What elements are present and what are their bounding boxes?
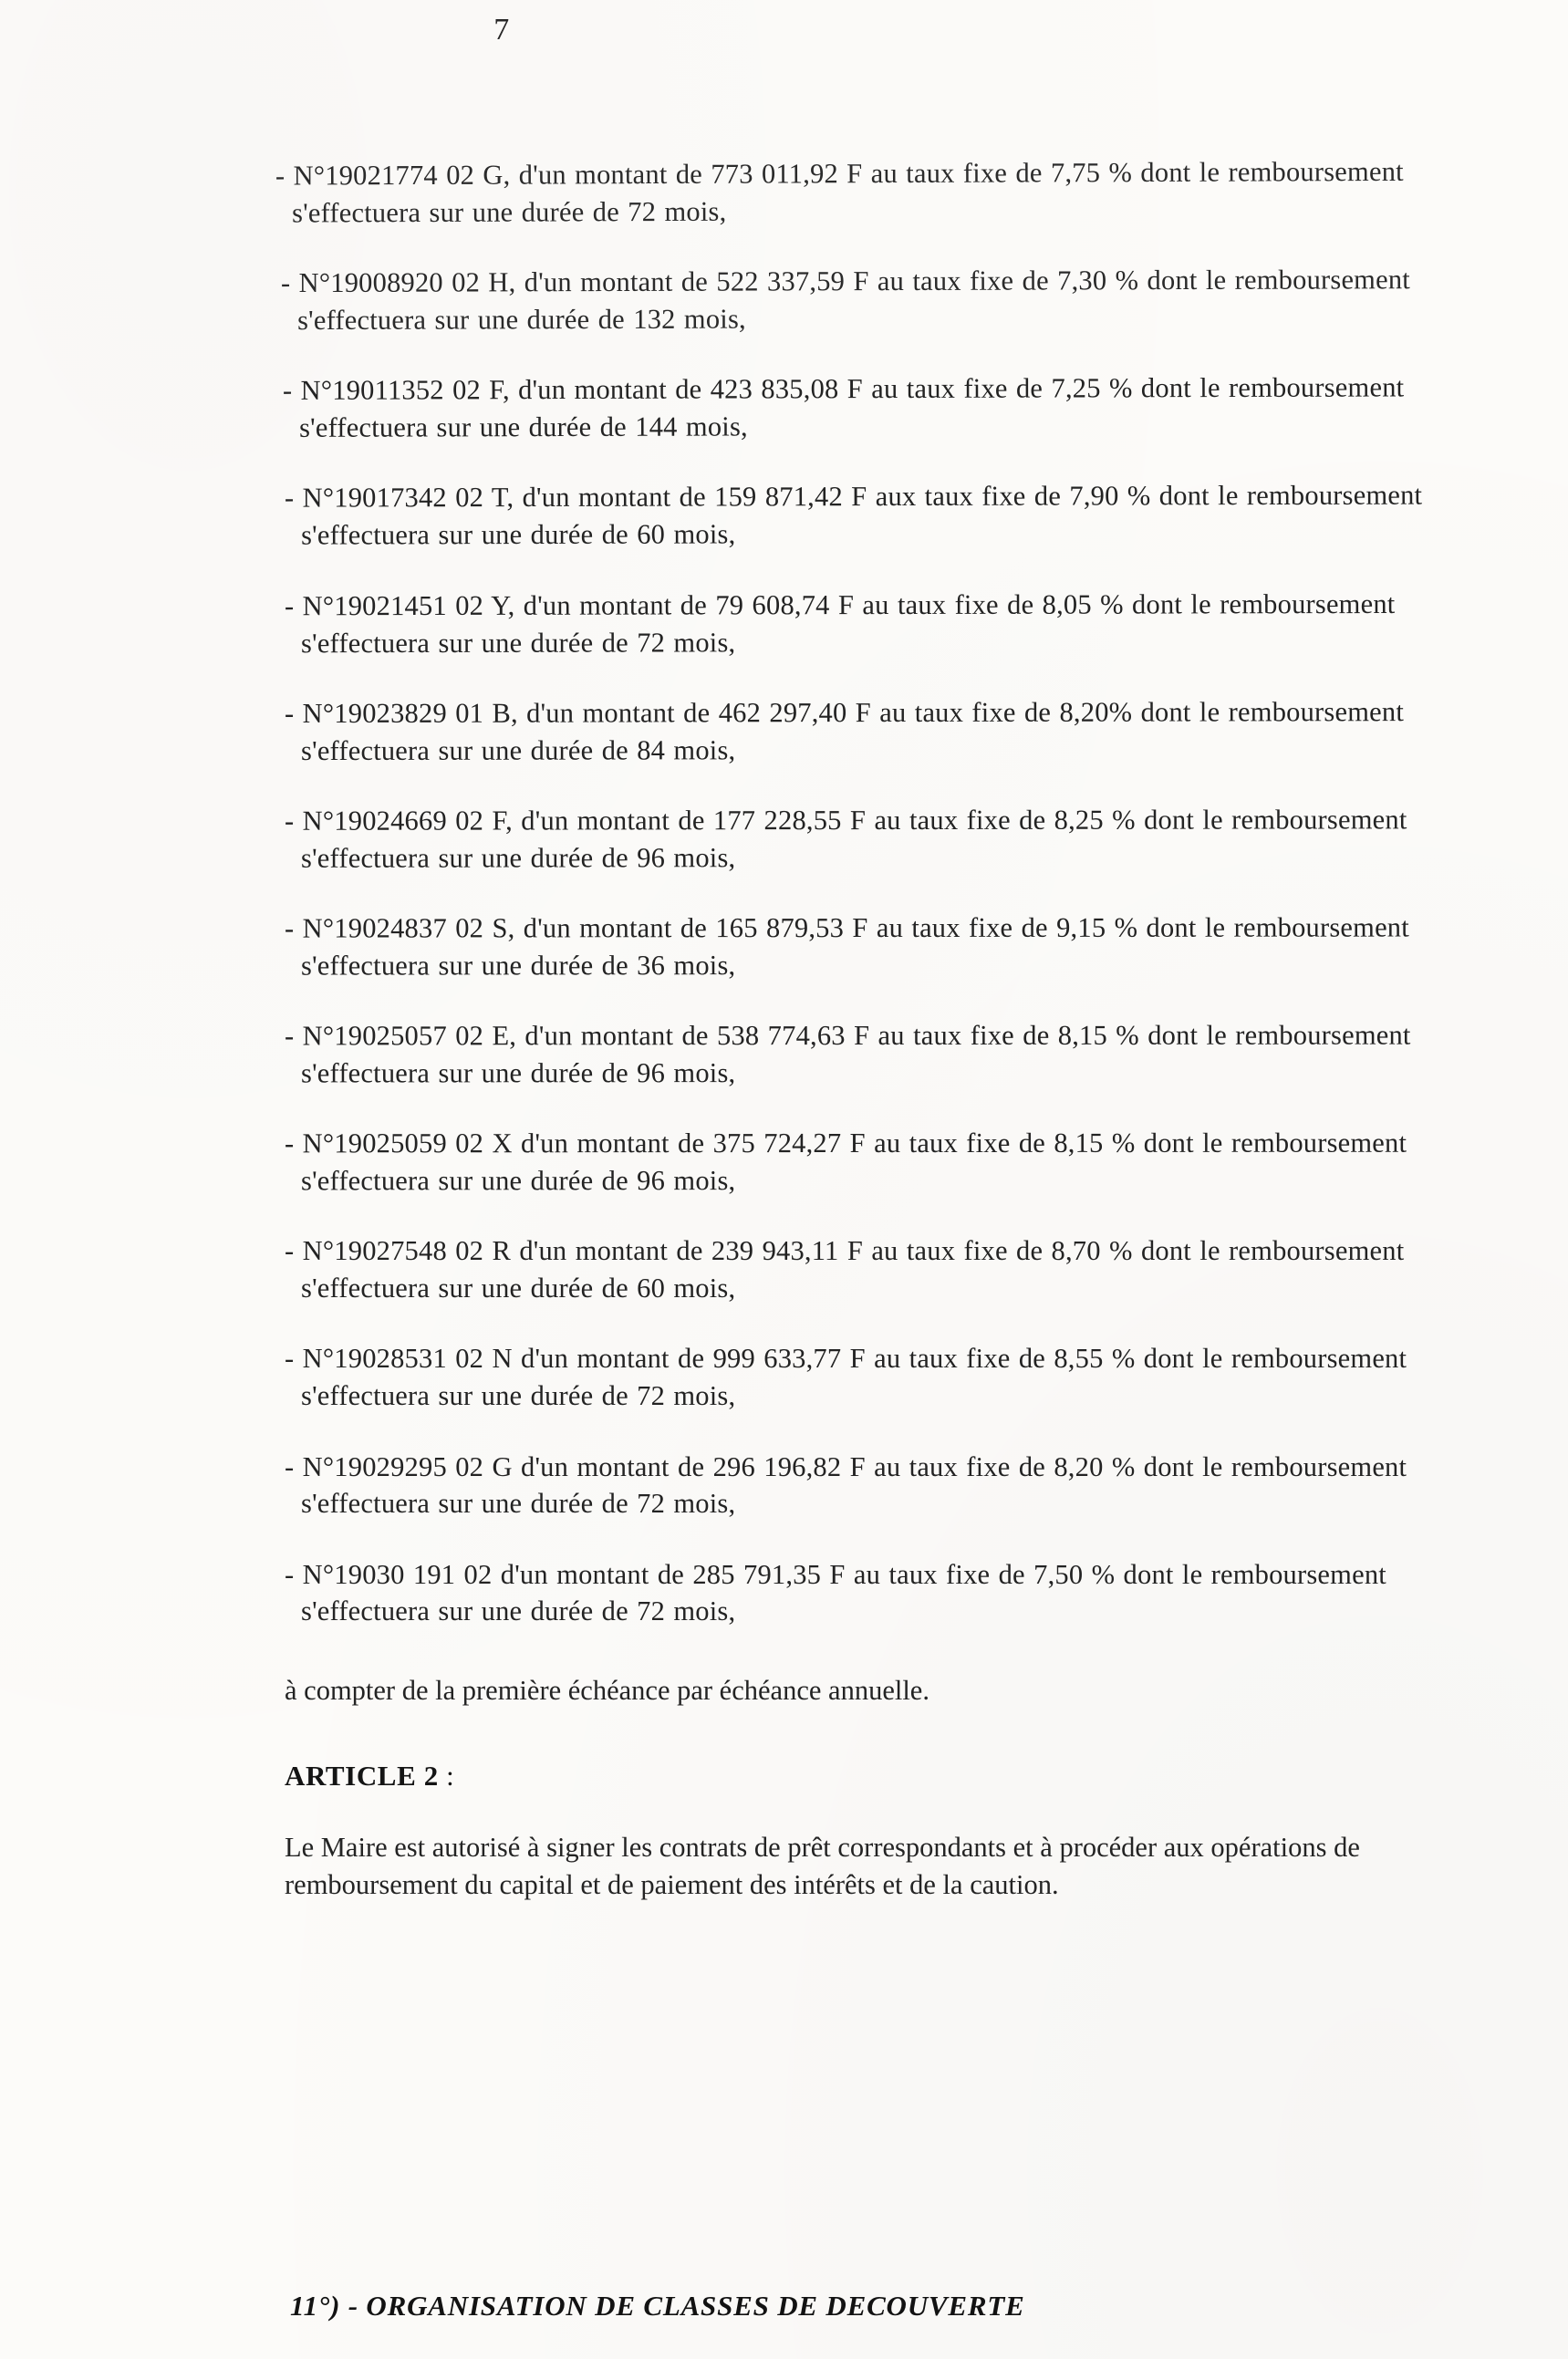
loan-line-1: - N°19030 191 02 d'un montant de 285 791,35 F au taux fixe de 7,50 % dont le xyxy=(285,1558,1203,1590)
loan-line-2: remboursement s'effectuera sur une durée de 96 mois, xyxy=(301,1127,1407,1197)
loan-line-2: remboursement s'effectuera sur une durée de 60 mois, xyxy=(301,479,1423,551)
loan-line-2: remboursement s'effectuera sur une durée de 36 mois, xyxy=(301,911,1409,982)
loan-line-2: remboursement s'effectuera sur une durée de 72 mois, xyxy=(301,587,1396,659)
loan-line-2: remboursement s'effectuera sur une durée de 132 mois, xyxy=(297,264,1411,336)
loan-line-1: - N°19021774 02 G, d'un montant de 773 011,92 F au taux fixe de 7,75 % dont le xyxy=(275,156,1220,192)
loan-item xyxy=(285,477,1514,554)
loan-line-1: - N°19027548 02 R d'un montant de 239 943,11 F au taux fixe de 8,70 % dont le xyxy=(285,1235,1220,1267)
loan-item xyxy=(283,369,1514,446)
loan-line-2: remboursement s'effectuera sur une durée de 72 mois, xyxy=(301,1343,1407,1411)
loan-line-2: remboursement s'effectuera sur une durée de 84 mois, xyxy=(301,695,1405,766)
loan-line-2: remboursement s'effectuera sur une durée de 96 mois, xyxy=(301,1019,1411,1089)
loan-item xyxy=(285,1232,1514,1306)
loan-item xyxy=(285,1556,1514,1630)
loan-line-1: - N°19023829 01 B, d'un montant de 462 297,40 F au taux fixe de 8,20% dont le xyxy=(284,696,1220,729)
article-body-line-2: opérations de remboursement du capital et de paiement des intérêts et de la caution. xyxy=(285,1832,1360,1901)
loan-item xyxy=(285,909,1514,983)
loan-line-2: remboursement s'effectuera sur une durée de 72 mois, xyxy=(301,1558,1386,1627)
loan-item xyxy=(281,261,1514,338)
loan-line-1: - N°19028531 02 N d'un montant de 999 633,77 F au taux fixe de 8,55 % dont le xyxy=(285,1343,1223,1375)
loan-item xyxy=(285,585,1514,661)
loan-line-2: remboursement s'effectuera sur une durée de 72 mois, xyxy=(292,155,1404,229)
article-body xyxy=(285,1829,1514,1904)
loan-line-1: - N°19008920 02 H, d'un montant de 522 337,59 F au taux fixe de 7,30 % dont le xyxy=(280,264,1227,299)
article-heading-label: ARTICLE 2 xyxy=(285,1760,439,1793)
loan-item xyxy=(275,152,1514,231)
page-number: 7 xyxy=(493,13,510,47)
loan-line-1: - N°19025057 02 E, d'un montant de 538 774,63 F au taux fixe de 8,15 % dont le xyxy=(284,1019,1227,1052)
section-heading: 11°) - ORGANISATION DE CLASSES DE DECOUVERTE xyxy=(290,2290,1025,2322)
article-body-line-1: Le Maire est autorisé à signer les contrats de prêt correspondants et à procéder aux xyxy=(285,1832,1204,1864)
loan-line-1: - N°19021451 02 Y, d'un montant de 79 608,74 F au taux fixe de 8,05 % dont le xyxy=(284,587,1211,621)
loan-item xyxy=(285,1449,1514,1522)
loan-line-1: - N°19017342 02 T, d'un montant de 159 871,42 F aux taux fixe de 7,90 % dont le xyxy=(284,480,1239,514)
loan-item xyxy=(285,1340,1514,1414)
loan-line-2: remboursement s'effectuera sur une durée de 144 mois, xyxy=(299,371,1405,443)
article-heading xyxy=(285,1760,1514,1793)
closing-sentence: à compter de la première échéance par échéance annuelle. xyxy=(285,1674,929,1706)
loan-list xyxy=(274,155,1514,1904)
article-heading-colon: : xyxy=(438,1760,455,1793)
loan-line-2: remboursement s'effectuera sur une durée de 96 mois, xyxy=(301,804,1407,874)
loan-item xyxy=(285,693,1514,769)
loan-line-1: - N°19011352 02 F, d'un montant de 423 835,08 F au taux fixe de 7,25 % dont le xyxy=(282,372,1220,407)
loan-line-2: remboursement s'effectuera sur une durée de 60 mois, xyxy=(301,1235,1405,1304)
loan-line-1: - N°19029295 02 G d'un montant de 296 196,82 F au taux fixe de 8,20 % dont le xyxy=(285,1450,1223,1482)
loan-line-1: - N°19025059 02 X d'un montant de 375 724,27 F au taux fixe de 8,15 % dont le xyxy=(284,1127,1223,1159)
loan-line-1: - N°19024837 02 S, d'un montant de 165 879,53 F au taux fixe de 9,15 % dont le xyxy=(284,911,1226,944)
loan-item xyxy=(285,1017,1514,1092)
loan-line-1: - N°19024669 02 F, d'un montant de 177 228,55 F au taux fixe de 8,25 % dont le xyxy=(284,804,1223,837)
loan-item xyxy=(285,801,1514,877)
loan-line-2: remboursement s'effectuera sur une durée de 72 mois, xyxy=(301,1450,1407,1520)
loan-item xyxy=(285,1125,1514,1200)
